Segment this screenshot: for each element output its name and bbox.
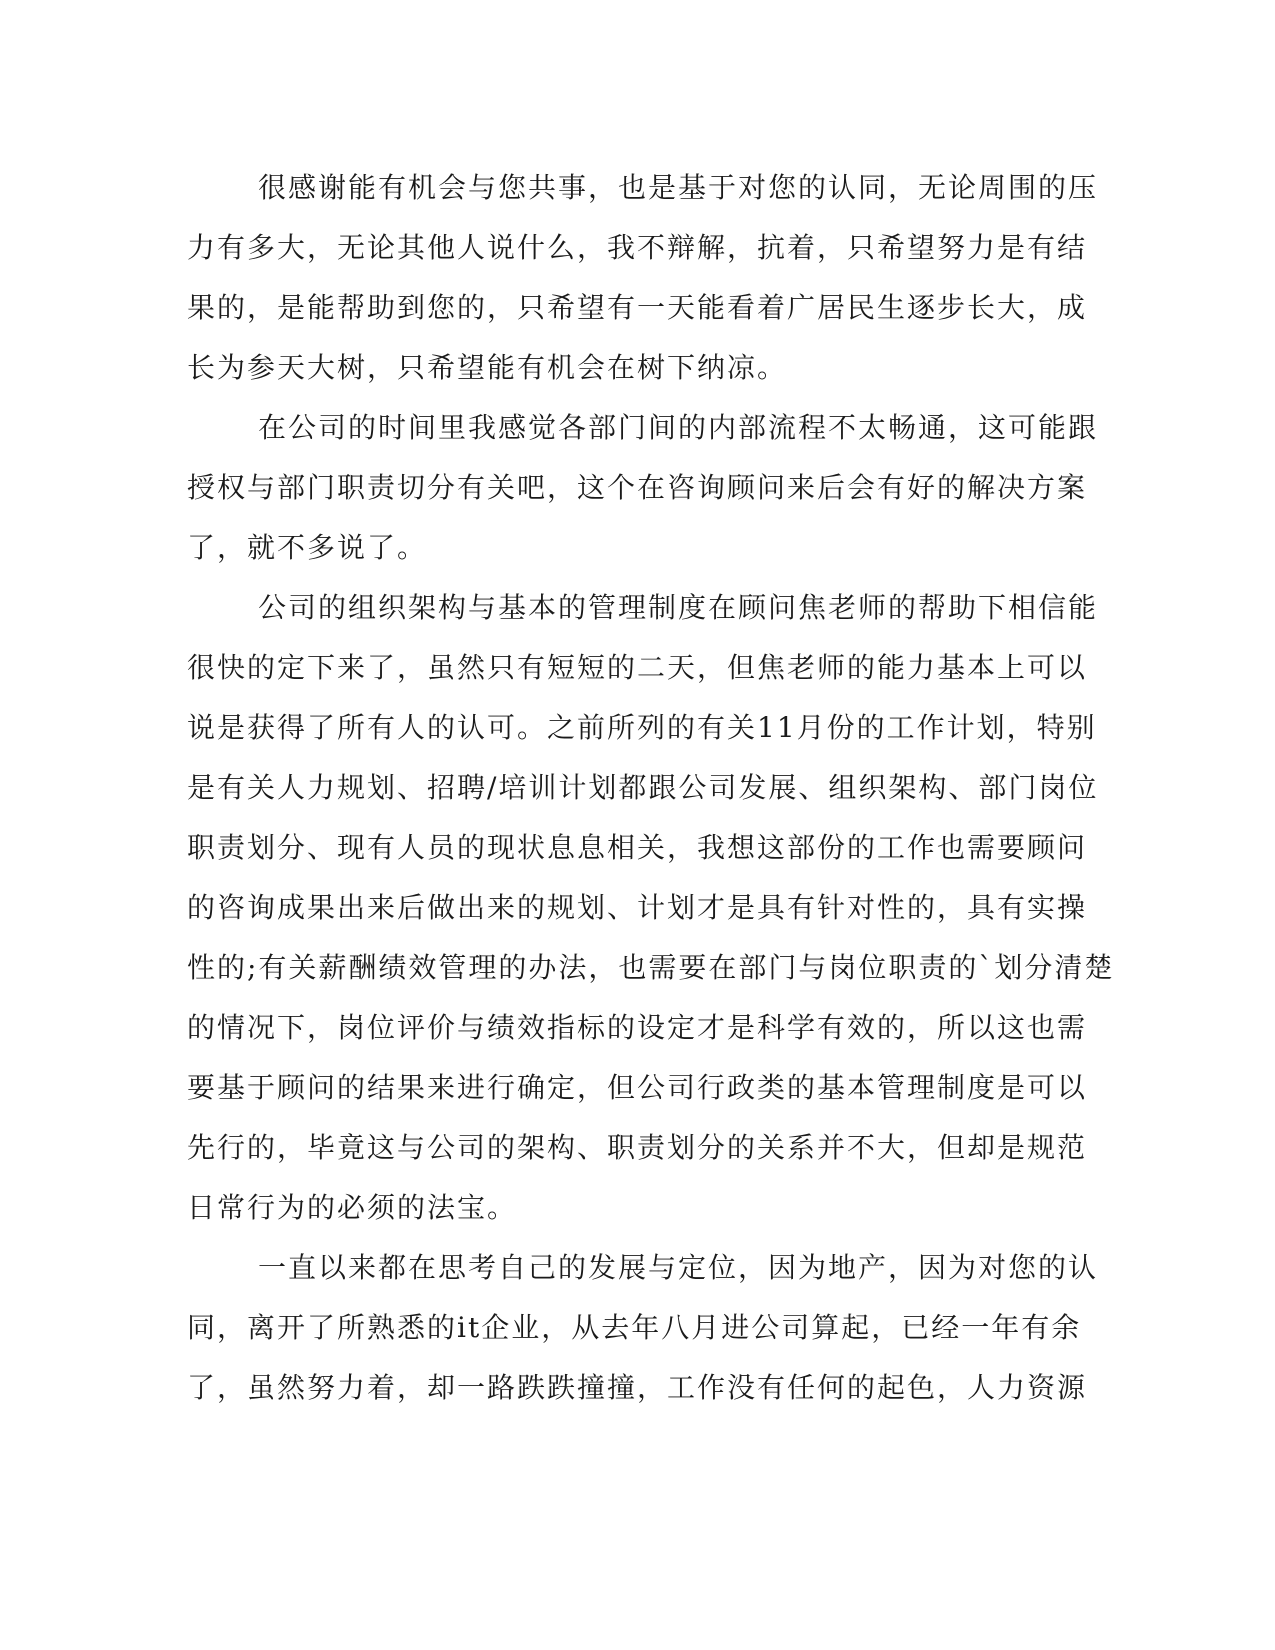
- paragraph-line: 要基于顾问的结果来进行确定，但公司行政类的基本管理制度是可以: [187, 1071, 1088, 1104]
- paragraph-line: 长为参天大树，只希望能有机会在树下纳凉。: [187, 351, 788, 384]
- paragraph-line: 很感谢能有机会与您共事，也是基于对您的认同，无论周围的压: [258, 171, 1099, 204]
- paragraph-line: 公司的组织架构与基本的管理制度在顾问焦老师的帮助下相信能: [258, 591, 1099, 624]
- paragraph-line: 果的，是能帮助到您的，只希望有一天能看着广居民生逐步长大，成: [187, 291, 1088, 324]
- paragraph-line: 力有多大，无论其他人说什么，我不辩解，抗着，只希望努力是有结: [187, 231, 1088, 264]
- paragraph-line: 了，就不多说了。: [187, 531, 428, 564]
- paragraph-line: 同，离开了所熟悉的it企业，从去年八月进公司算起，已经一年有余: [187, 1311, 1082, 1344]
- paragraph-line: 先行的，毕竟这与公司的架构、职责划分的关系并不大，但却是规范: [187, 1131, 1088, 1164]
- paragraph-line: 说是获得了所有人的认可。之前所列的有关11月份的工作计划，特别: [187, 711, 1097, 744]
- paragraph-line: 是有关人力规划、招聘/培训计划都跟公司发展、组织架构、部门岗位: [187, 771, 1099, 804]
- paragraph-line: 一直以来都在思考自己的发展与定位，因为地产，因为对您的认: [258, 1251, 1099, 1284]
- paragraph-line: 在公司的时间里我感觉各部门间的内部流程不太畅通，这可能跟: [258, 411, 1099, 444]
- body-text: [187, 158, 1115, 1418]
- paragraph-line: 性的;有关薪酬绩效管理的办法，也需要在部门与岗位职责的`划分清楚: [187, 951, 1115, 984]
- paragraph-line: 日常行为的必须的法宝。: [187, 1191, 518, 1224]
- paragraph-line: 授权与部门职责切分有关吧，这个在咨询顾问来后会有好的解决方案: [187, 471, 1088, 504]
- paragraph-line: 了，虽然努力着，却一路跌跌撞撞，工作没有任何的起色，人力资源: [187, 1371, 1088, 1404]
- paragraph-line: 的情况下，岗位评价与绩效指标的设定才是科学有效的，所以这也需: [187, 1011, 1088, 1044]
- paragraph-line: 的咨询成果出来后做出来的规划、计划才是具有针对性的，具有实操: [187, 891, 1088, 924]
- paragraph-line: 职责划分、现有人员的现状息息相关，我想这部份的工作也需要顾问: [187, 831, 1088, 864]
- paragraph-line: 很快的定下来了，虽然只有短短的二天，但焦老师的能力基本上可以: [187, 651, 1088, 684]
